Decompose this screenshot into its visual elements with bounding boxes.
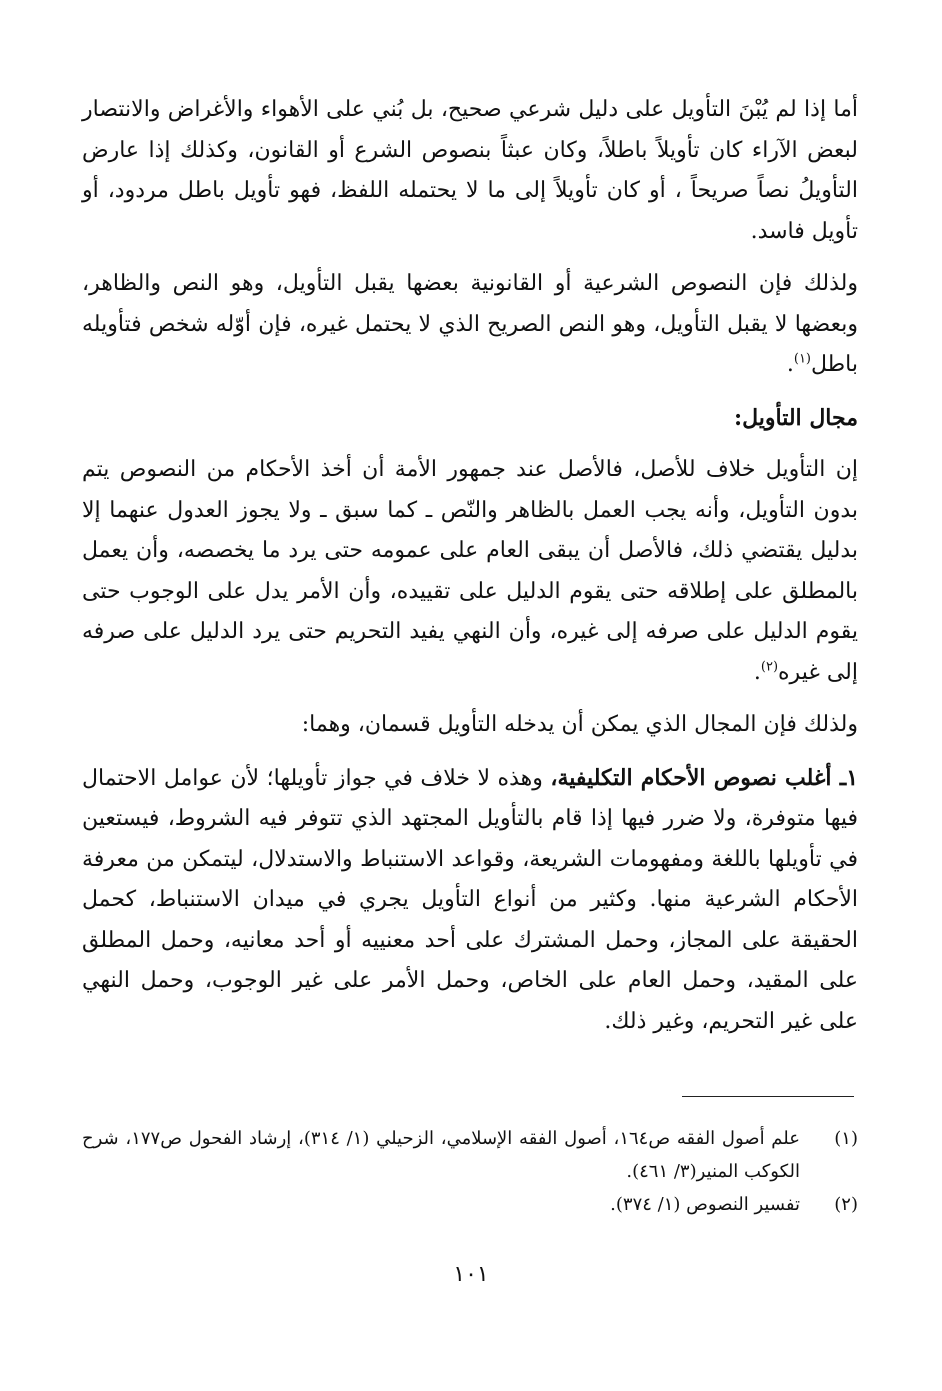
paragraph-2-end: . — [786, 352, 794, 377]
paragraph-1: أما إذا لم يُبْنَ التأويل على دليل شرعي صحيح، بل بُني على الأهواء والأغراض والانتصار لبعض الآراء كان تأويلاً باطلاً، وكان عبثاً بنصوص الشرع أو القانون، وكذلك إذا عارض التأويلُ نصاً صريحاً ، أو كان تأويلاً إلى ما لا يحتمله اللفظ، فهو تأويل باطل مردود، أو تأويل فاسد. — [82, 97, 858, 244]
footnote-number: (١) — [834, 1128, 858, 1149]
paragraph-3 — [82, 450, 858, 693]
paragraph-5 — [82, 758, 858, 1043]
paragraph-2 — [82, 264, 858, 386]
paragraph-4: ولذلك فإن المجال الذي يمكن أن يدخله التأويل قسمان، وهما: — [301, 712, 858, 737]
section-heading: مجال التأويل: — [733, 404, 858, 431]
paragraph-5-lead: ١ـ أغلب نصوص الأحكام التكليفية، — [550, 764, 859, 791]
main-text — [82, 90, 858, 1042]
footnote-text: تفسير النصوص (١/ ٣٧٤). — [610, 1194, 800, 1215]
footnote-number: (٢) — [834, 1194, 858, 1215]
footnote-text: علم أصول الفقه ص١٦٤، أصول الفقه الإسلامي، الزحيلي (١/ ٣١٤)، إرشاد الفحول ص١٧٧، شرح الكوكب المنير(٣/ ٤٦١). — [82, 1128, 800, 1182]
paragraph-3-text: إن التأويل خلاف للأصل، فالأصل عند جمهور الأمة أن أخذ الأحكام من النصوص يتم بدون التأويل، وأنه يجب العمل بالظاهر والنّص ـ كما سبق ـ ولا يجوز العدول عنهما إلا بدليل يقتضي ذلك، فالأصل أن يبقى العام على عمومه حتى يرد ما يخصصه، وأن يعمل بالمطلق على إطلاقه حتى يقوم الدليل على تقييده، وأن الأمر يدل على الوجوب حتى يقوم الدليل على صرفه إلى غيره، وأن النهي يفيد التحريم حتى يرد الدليل على صرفه إلى غيره — [82, 457, 858, 685]
page-number: ١٠١ — [453, 1262, 489, 1287]
footnote-1 — [82, 1122, 858, 1188]
paragraph-3-end: . — [753, 659, 761, 685]
paragraph-5-text: وهذه لا خلاف في جواز تأويلها؛ لأن عوامل الاحتمال فيها متوفرة، ولا ضرر فيها إذا قام بالتأويل المجتهد الذي تتوفر فيه الشروط، فيستعين في تأويلها باللغة ومفهومات الشريعة، وقواعد الاستنباط والاستدلال، ليتمكن من معرفة الأحكام الشرعية منها. وكثير من أنواع التأويل يجري في ميدان الاستنباط، كحمل الحقيقة على المجاز، وحمل المشترك على أحد معنييه أو أحد معانيه، وحمل المطلق على المقيد، وحمل العام على الخاص، وحمل الأمر على غير الوجوب، وحمل النهي على غير التحريم، وغير ذلك. — [82, 765, 858, 1034]
footnote-ref-2: (٢) — [760, 659, 779, 675]
footnote-ref-1: (١) — [793, 351, 811, 367]
footnote-divider — [682, 1096, 854, 1097]
paragraph-2-text: ولذلك فإن النصوص الشرعية أو القانونية بعضها يقبل التأويل، وهو النص والظاهر، وبعضها لا يقبل التأويل، وهو النص الصريح الذي لا يحتمل غيره، فإن أوّله شخص فتأويله باطل — [82, 271, 858, 377]
footnotes — [82, 1122, 858, 1221]
footnote-2 — [82, 1188, 858, 1221]
